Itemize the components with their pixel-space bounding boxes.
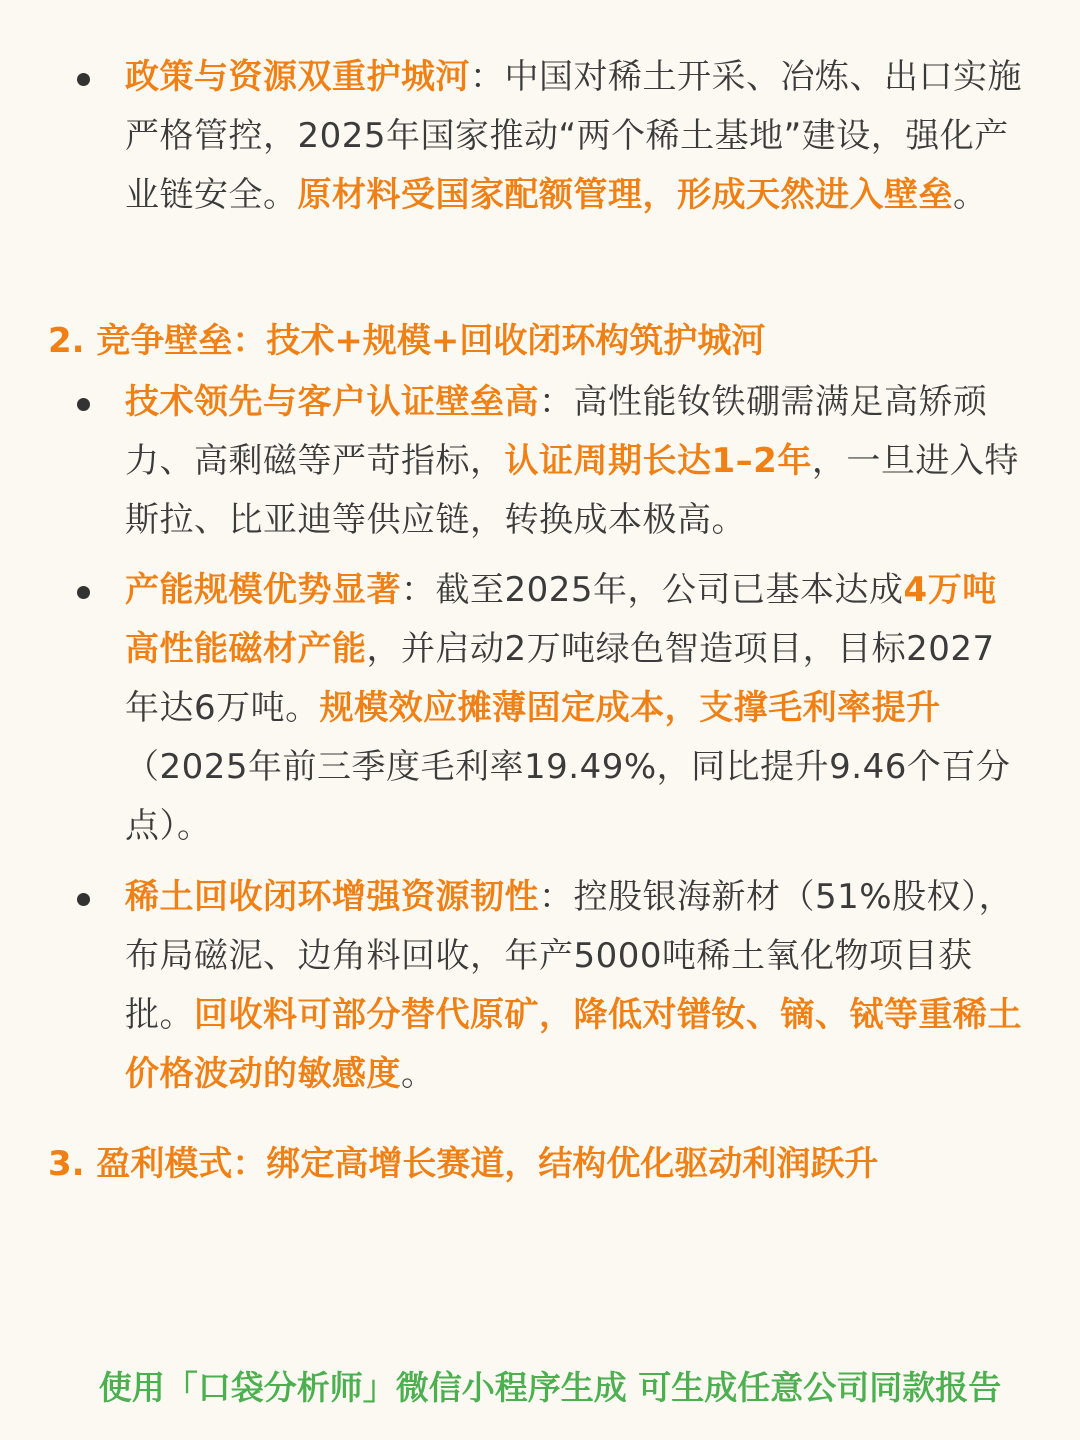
tech-text: ：高性能钕铁硼需满足高矫顽力、高剩磁等严苛指标，: [125, 382, 988, 481]
policy-text-2: 。: [953, 175, 988, 215]
scale-text-3: （2025年前三季度毛利率19.49%，同比提升9.46个百分点）。: [125, 747, 1011, 846]
scale-text-2: ，并启动2万吨绿色智造项目，目标2027年达6万吨。: [125, 629, 995, 728]
recycle-highlight: 稀土回收闭环增强资源韧性: [125, 877, 539, 917]
recycle-text: ：控股银海新材（51%股权），布局磁泥、边角料回收，年产5000吨稀土氧化物项目获批。: [125, 877, 1014, 1035]
bullet-policy-text: [125, 48, 1025, 225]
policy-text: ：中国对稀土开采、冶炼、出口实施严格管控，2025年国家推动“两个稀土基地”建设，强化产业链安全。: [125, 57, 1022, 215]
policy-highlight: 政策与资源双重护城河: [125, 57, 470, 97]
recycle-highlight-2: 回收料可部分替代原矿，降低对镨钕、镝、铽等重稀土价格波动的敏感度: [125, 995, 1022, 1094]
tech-highlight: 技术领先与客户认证壁垒高: [125, 382, 539, 422]
section-3-heading: 3. 盈利模式：绑定高增长赛道，结构优化驱动利润跃升: [48, 1144, 879, 1184]
scale-text: ：截至2025年，公司已基本达成: [401, 570, 904, 610]
recycle-text-2: 。: [401, 1054, 436, 1094]
bullet-recycle-text: [125, 868, 1025, 1104]
scale-highlight-3: 规模效应摊薄固定成本，支撑毛利率提升: [319, 688, 941, 728]
footer-note: 使用「口袋分析师」微信小程序生成 可生成任意公司同款报告: [98, 1368, 1002, 1407]
tech-text-2: ，一旦进入特斯拉、比亚迪等供应链，转换成本极高。: [125, 441, 1019, 540]
scale-highlight: 产能规模优势显著: [125, 570, 401, 610]
section-2-heading: 2. 竞争壁垒：技术+规模+回收闭环构筑护城河: [48, 321, 766, 361]
bullet-dot: [77, 398, 90, 411]
bullet-dot: [77, 73, 90, 86]
bullet-dot: [77, 586, 90, 599]
scale-highlight-2: 4万吨高性能磁材产能: [125, 570, 997, 669]
bullet-scale-text: [125, 561, 1025, 856]
bullet-tech-text: [125, 373, 1025, 550]
tech-highlight-2: 认证周期长达1–2年: [504, 441, 812, 481]
bullet-dot: [77, 893, 90, 906]
policy-highlight-2: 原材料受国家配额管理，形成天然进入壁垒: [297, 175, 953, 215]
